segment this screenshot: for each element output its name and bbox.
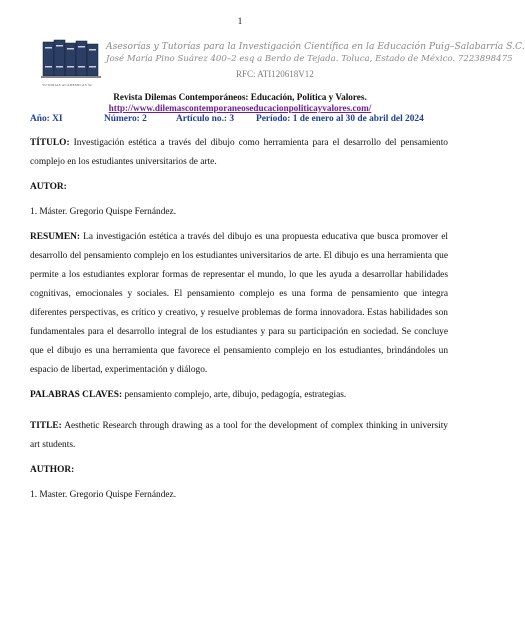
autor-label: AUTOR: [30,182,67,192]
books-logo-icon [40,36,102,82]
logo-caption: TUTORIAS ACADEMICAS SC [42,83,93,87]
title-label: TITLE: [30,421,62,431]
palabras-text: pensamiento complejo, arte, dibujo, pedagogía, estrategias. [124,390,347,400]
autor-text: 1. Máster. Gregorio Quispe Fernández. [30,207,177,217]
title-text: Aesthetic Research through drawing as a tool for the development of complex thinking in university art students. [30,421,448,450]
titulo-paragraph [30,134,448,172]
title-paragraph [30,417,448,455]
resumen-label: RESUMEN: [30,232,81,242]
titulo-label: TÍTULO: [30,138,70,148]
page-number: 1 [237,16,243,26]
letterhead-company: Asesorías y Tutorías para la Investigación Científica en la Educación Puig–Salabarría S.C. [106,41,525,52]
author-label: AUTHOR: [30,465,75,475]
journal-url-link[interactable]: http://www.dilemascontemporaneoseducacionpoliticayvalores.com/ [108,103,372,113]
article-body [30,134,448,505]
palabras-label: PALABRAS CLAVES: [30,390,123,400]
issue-period: Período: 1 de enero al 30 de abril del 2024 [256,114,424,124]
issue-article: Artículo no.: 3 [176,114,235,124]
letterhead-rfc: RFC: ATI120618V12 [236,69,314,79]
issue-number: Número: 2 [104,114,147,124]
resumen-paragraph [30,228,448,380]
palabras-paragraph [30,386,448,405]
titulo-text: Investigación estética a través del dibujo como herramienta para el desarrollo del pensamiento complejo en los estudiantes universitarios de arte. [30,138,448,167]
author-text: 1. Master. Gregorio Quispe Fernández. [30,490,177,500]
journal-name: Revista Dilemas Contemporáneos: Educación, Política y Valores. [113,92,367,102]
letterhead-address: José María Pino Suárez 400–2 esq a Berdo de Tejada. Toluca, Estado de México. 7223898475 [106,54,513,64]
issue-year: Año: XI [30,114,63,124]
resumen-text: La investigación estética a través del dibujo es una propuesta educativa que busca promover el desarrollo del pensamiento complejo en los estudiantes universitarios de arte. El dibujo es una herramienta que permite a los estudiantes explorar formas de representar el mundo, lo que les ayuda a desarrollar habilidades cognitivas, emocionales y sociales. El pensamiento complejo es una forma de pensamiento que integra diferentes perspectivas, es crítico y creativo, y resuelve problemas de forma innovadora. Estas habilidades son fundamentales para el desarrollo integral de los estudiantes y para su participación en sociedad. Se concluye que el dibujo es una herramienta que favorece el pensamiento complejo en los estudiantes, brindándoles un espacio de libertad, experimentación y diálogo. [30,232,449,375]
